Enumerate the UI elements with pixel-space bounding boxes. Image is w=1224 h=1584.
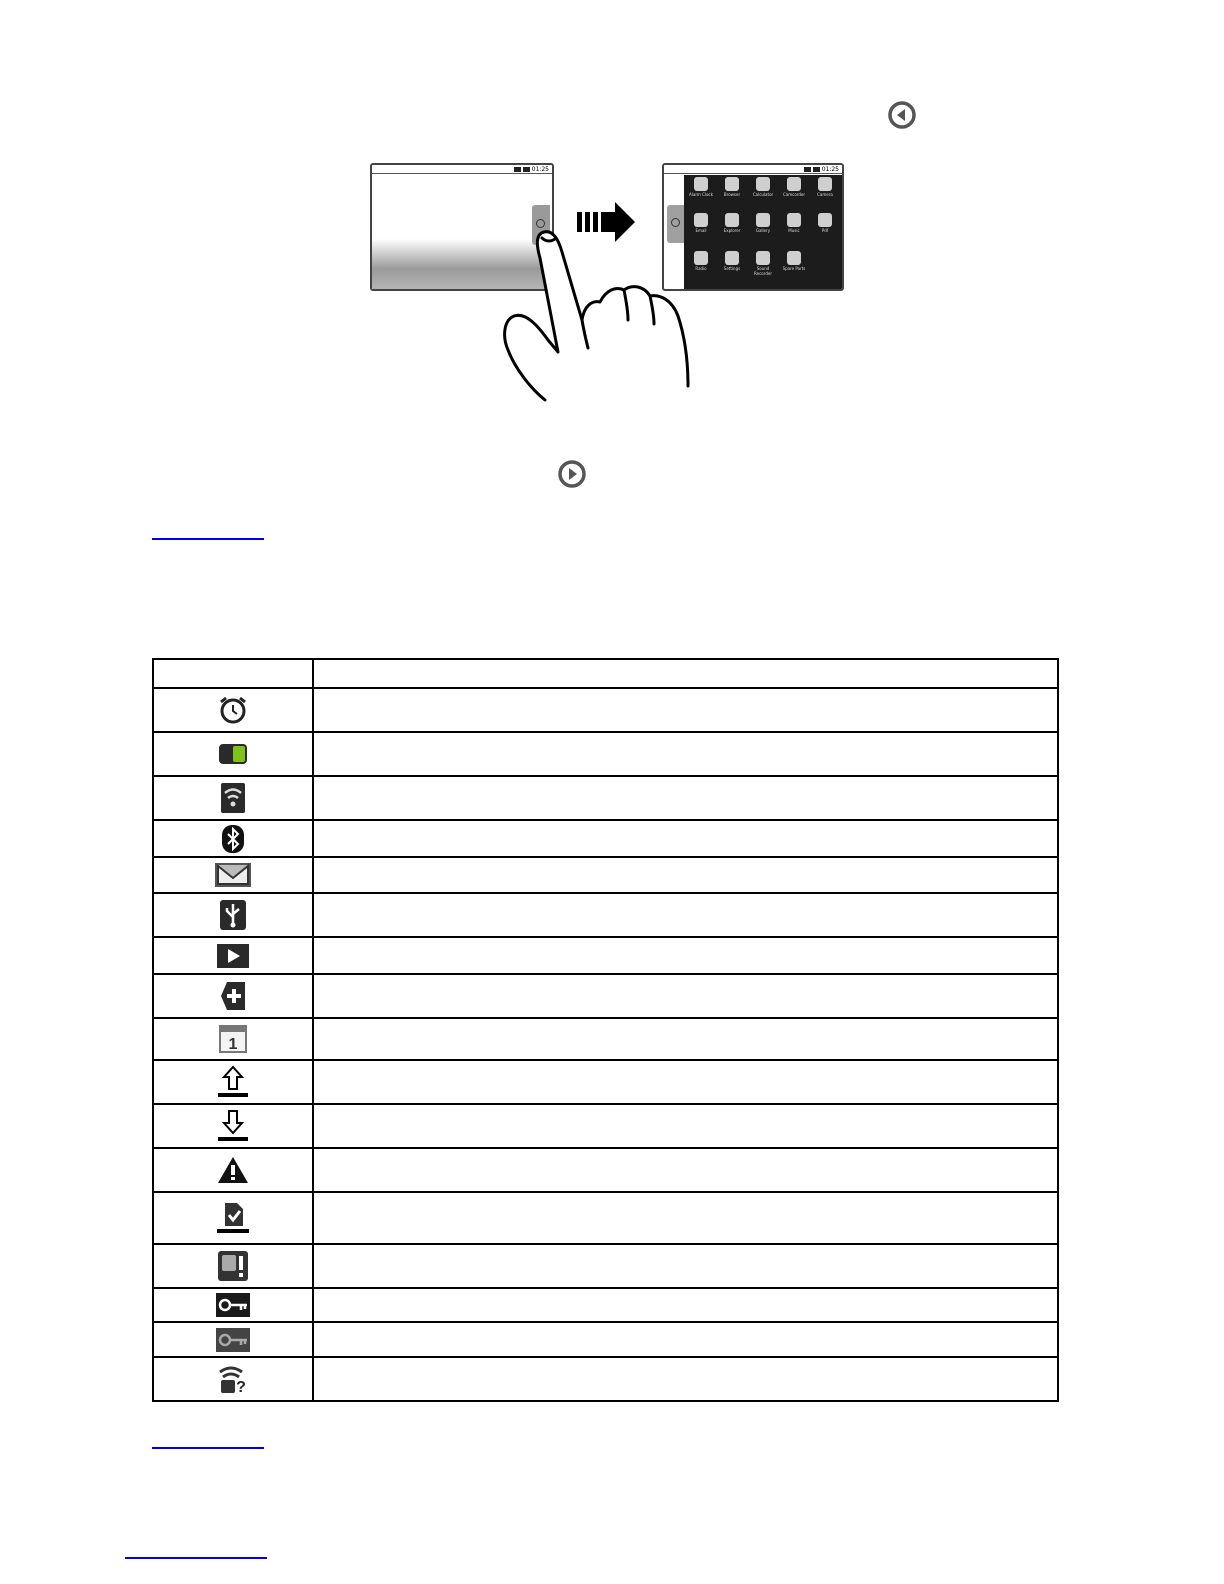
table-row xyxy=(153,1104,1058,1148)
status-time: 01:25 xyxy=(531,166,549,173)
row-description xyxy=(313,1288,1058,1322)
row-description xyxy=(313,732,1058,776)
row-description xyxy=(313,776,1058,820)
row-description xyxy=(313,1244,1058,1288)
table-row xyxy=(153,974,1058,1018)
row-description xyxy=(313,1322,1058,1357)
table-row xyxy=(153,1060,1058,1104)
usb-icon xyxy=(219,899,247,931)
vpn-key-dim-icon xyxy=(215,1327,251,1353)
row-description xyxy=(313,857,1058,893)
app-icon[interactable]: Settings xyxy=(717,251,747,271)
link-underline[interactable] xyxy=(152,538,264,540)
bluetooth-icon xyxy=(221,824,245,854)
app-icon[interactable]: Pdf xyxy=(810,213,840,233)
app-icon[interactable]: Alarm Clock xyxy=(686,177,716,197)
battery-icon xyxy=(217,742,249,766)
row-description xyxy=(313,1192,1058,1244)
row-description xyxy=(313,1148,1058,1192)
app-icon[interactable]: Email xyxy=(686,213,716,233)
table-row xyxy=(153,1322,1058,1357)
download-complete-icon xyxy=(215,1200,251,1236)
pointing-hand-icon xyxy=(500,228,695,403)
status-bar xyxy=(372,165,552,174)
row-description xyxy=(313,820,1058,857)
calendar-icon xyxy=(218,1024,248,1054)
app-icon[interactable]: Calculator xyxy=(748,177,778,197)
warning-icon xyxy=(216,1155,250,1185)
app-icon[interactable]: Music xyxy=(779,213,809,233)
vpn-key-icon xyxy=(215,1292,251,1318)
app-icon[interactable]: Camera xyxy=(810,177,840,197)
table-row xyxy=(153,1192,1058,1244)
row-description xyxy=(313,893,1058,937)
gmail-icon xyxy=(215,863,251,887)
row-description xyxy=(313,1357,1058,1401)
app-icon[interactable]: Spare Parts xyxy=(779,251,809,271)
sd-card-alert-icon xyxy=(217,1250,249,1282)
drawer-handle-icon xyxy=(536,219,545,228)
row-description xyxy=(313,688,1058,732)
link-underline[interactable] xyxy=(152,1447,264,1449)
row-description xyxy=(313,1060,1058,1104)
table-row xyxy=(153,1018,1058,1060)
row-description xyxy=(313,1018,1058,1060)
table-row xyxy=(153,732,1058,776)
table-row xyxy=(153,1288,1058,1322)
svg-text:?: ? xyxy=(236,1379,246,1395)
download-icon xyxy=(217,1109,249,1143)
status-icons-table xyxy=(152,658,1059,1402)
table-header-row xyxy=(153,659,1058,688)
table-row xyxy=(153,1357,1058,1401)
app-icon[interactable]: Browser xyxy=(717,177,747,197)
battery-small-icon xyxy=(813,167,820,172)
signal-icon xyxy=(804,167,811,172)
table-row xyxy=(153,1148,1058,1192)
app-icon[interactable]: Radio xyxy=(686,251,716,271)
signal-icon xyxy=(514,167,521,172)
add-badge-icon xyxy=(219,980,247,1012)
app-grid xyxy=(684,175,842,289)
table-row xyxy=(153,776,1058,820)
circle-arrow-left-icon xyxy=(887,100,917,130)
table-row xyxy=(153,1244,1058,1288)
app-icon[interactable]: Sound Recorder xyxy=(748,251,778,276)
header-description-column xyxy=(313,659,1058,688)
battery-small-icon xyxy=(523,167,530,172)
circle-arrow-right-icon xyxy=(557,459,587,489)
table-row xyxy=(153,820,1058,857)
table-row xyxy=(153,857,1058,893)
app-icon[interactable]: Explorer xyxy=(717,213,747,233)
link-underline[interactable] xyxy=(125,1557,267,1559)
app-icon[interactable]: Gallery xyxy=(748,213,778,233)
row-description xyxy=(313,974,1058,1018)
table-row xyxy=(153,937,1058,974)
media-play-icon xyxy=(216,943,250,969)
upload-icon xyxy=(217,1065,249,1099)
wifi-signal-icon xyxy=(220,782,246,814)
status-bar xyxy=(664,165,842,174)
table-row xyxy=(153,893,1058,937)
svg-text:1: 1 xyxy=(228,1036,238,1053)
row-description xyxy=(313,1104,1058,1148)
drawer-handle-icon xyxy=(671,218,680,227)
alarm-clock-icon xyxy=(218,695,248,725)
status-time: 01:25 xyxy=(821,166,839,173)
table-row xyxy=(153,688,1058,732)
wifi-unknown-icon xyxy=(217,1363,249,1395)
row-description xyxy=(313,937,1058,974)
header-icon-column xyxy=(153,659,313,688)
app-icon[interactable]: Camcorder xyxy=(779,177,809,197)
